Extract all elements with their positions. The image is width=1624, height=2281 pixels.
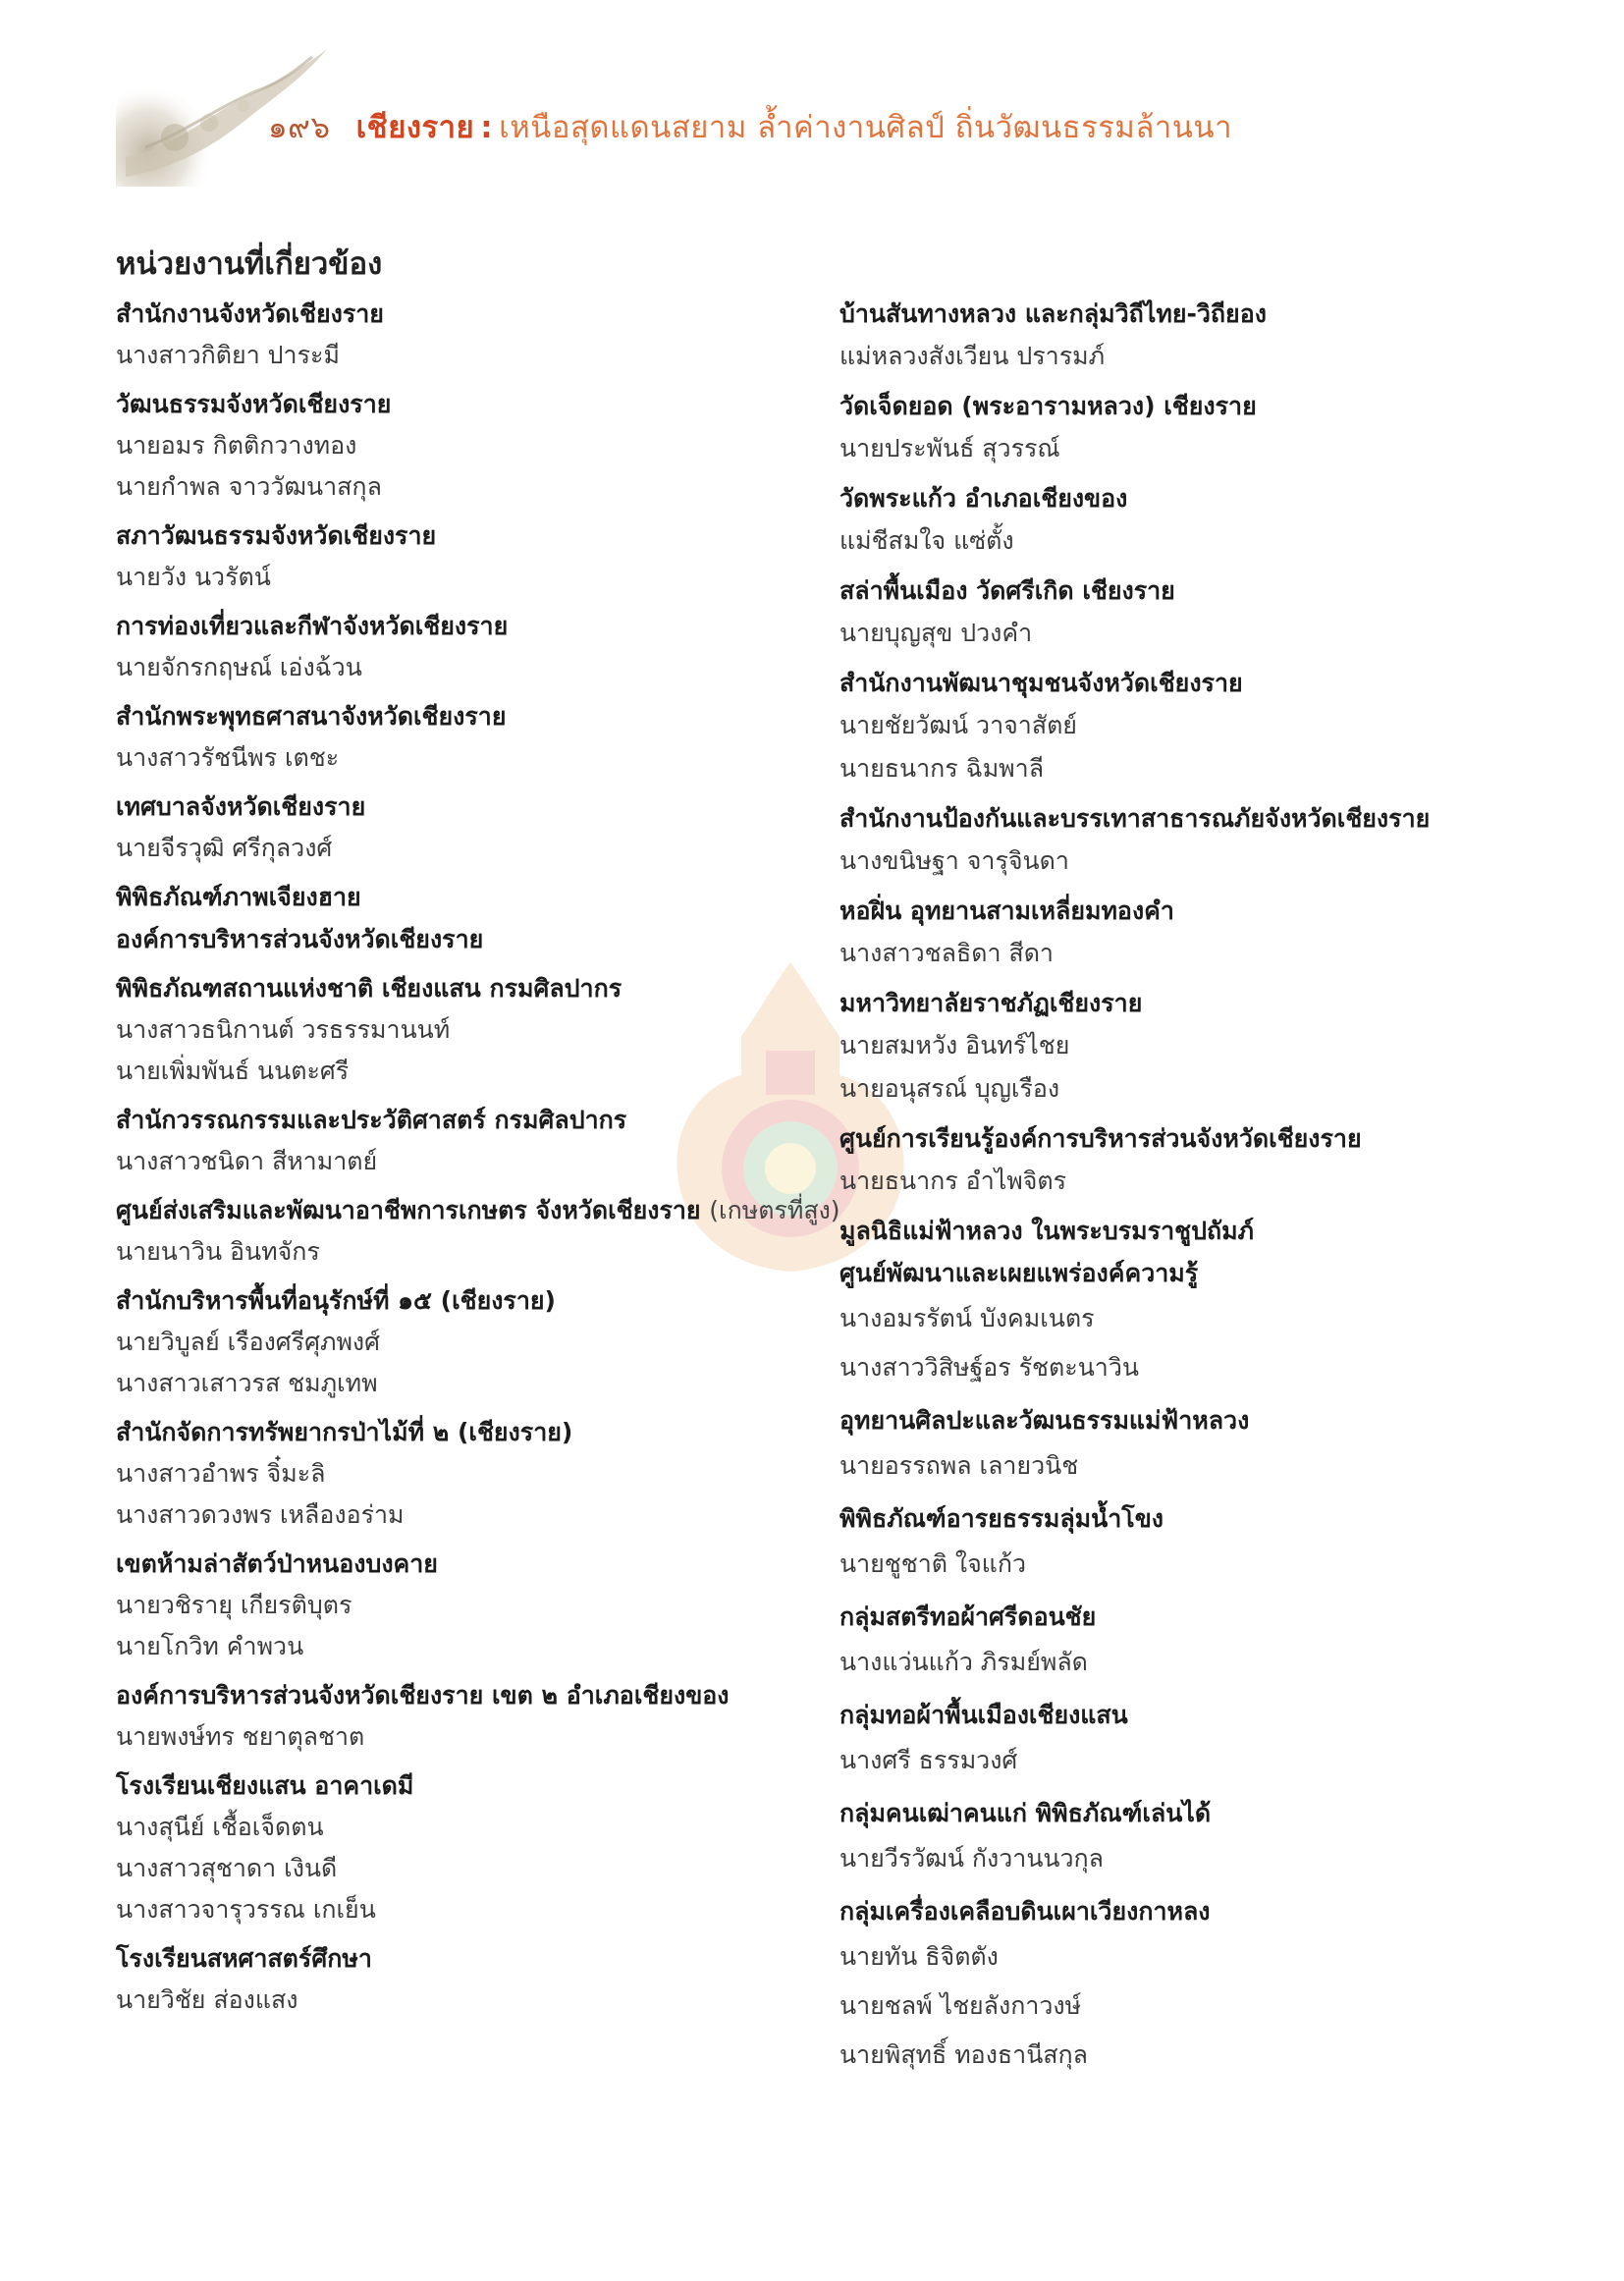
org-name: กลุ่มเครื่องเคลือบดินเผาเวียงกาหลง — [839, 1897, 1211, 1926]
header-separator: : — [480, 110, 494, 145]
org-name: โรงเรียนเชียงแสน อาคาเดมี — [116, 1771, 414, 1800]
person-name: นายนาวิน อินทจักร — [116, 1237, 320, 1266]
org-entry — [839, 1497, 1527, 1589]
org-name: ศูนย์การเรียนรู้องค์การบริหารส่วนจังหวัดเชียงราย — [839, 1124, 1362, 1153]
org-entry — [116, 1279, 823, 1404]
person-name: นางสาววิสิษฐ์อร รัชตะนาวิน — [839, 1353, 1139, 1382]
header-text — [268, 108, 1232, 147]
org-name: องค์การบริหารส่วนจังหวัดเชียงราย เขต ๒ อำเภอเชียงของ — [116, 1681, 730, 1710]
person-name: นายวิบูลย์ เรืองศรีศุภพงศ์ — [116, 1328, 380, 1356]
person-name: นางอมรรัตน์ บังคมเนตร — [839, 1304, 1095, 1332]
org-entry — [839, 890, 1527, 975]
org-entry — [116, 695, 823, 779]
person-name: นางสาวชลธิดา สีดา — [839, 939, 1054, 967]
person-name: นายกำพล จาววัฒนาสกุล — [116, 472, 382, 501]
org-entry — [116, 1099, 823, 1182]
org-name-with-tail — [116, 1189, 840, 1231]
org-name: กลุ่มทอผ้าพื้นเมืองเชียงแสน — [839, 1701, 1128, 1729]
org-name: วัฒนธรรมจังหวัดเชียงราย — [116, 390, 392, 418]
org-name: สำนักพระพุทธศาสนาจังหวัดเชียงราย — [116, 702, 507, 731]
org-name: บ้านสันทางหลวง และกลุ่มวิถีไทย-วิถียอง — [839, 299, 1267, 328]
person-name: นางสาวเสาวรส ชมภูเทพ — [116, 1369, 378, 1397]
org-entry — [839, 662, 1527, 790]
header-subtitle: เหนือสุดแดนสยาม ล้ำค่างานศิลป์ ถิ่นวัฒนธรรมล้านนา — [499, 110, 1233, 145]
org-name: สภาวัฒนธรรมจังหวัดเชียงราย — [116, 521, 437, 550]
person-name: นายชัยวัฒน์ วาจาสัตย์ — [839, 711, 1077, 739]
org-entry — [839, 1694, 1527, 1785]
right-column — [839, 293, 1527, 2087]
person-name: นางสาวอำพร จิ๋มะลิ — [116, 1459, 326, 1488]
person-name: นายบุญสุข ปวงคำ — [839, 619, 1033, 647]
person-name: นายธนากร ฉิมพาลี — [839, 754, 1045, 783]
org-name: พิพิธภัณฑ์ภาพเจียงฮาย — [116, 883, 361, 911]
person-name: นายโกวิท คำพวน — [116, 1632, 304, 1660]
org-entry — [116, 1674, 823, 1758]
person-name: นางสาวดวงพร เหลืองอร่าม — [116, 1500, 405, 1529]
org-name: สำนักวรรณกรรมและประวัติศาสตร์ กรมศิลปากร — [116, 1106, 627, 1134]
person-name: นางสาวกิติยา ปาระมี — [116, 341, 340, 369]
org-entry — [839, 1792, 1527, 1883]
org-entry — [116, 1411, 823, 1536]
org-entry — [839, 1890, 1527, 2080]
person-name: นางสาวสุชาดา เงินดี — [116, 1854, 338, 1882]
org-entry — [116, 1189, 840, 1273]
org-entry — [839, 570, 1527, 655]
person-name: นายวีรวัฒน์ กังวานนวกุล — [839, 1844, 1104, 1873]
org-entry — [116, 1765, 823, 1930]
person-name: นางสาวธนิกานต์ วรธรรมานนท์ — [116, 1015, 451, 1044]
org-entry — [839, 477, 1527, 563]
person-name: นางสาวจารุวรรณ เกเย็น — [116, 1895, 376, 1924]
org-entry — [839, 1596, 1527, 1687]
org-name: กลุ่มสตรีทอผ้าศรีดอนชัย — [839, 1602, 1097, 1631]
org-entry — [116, 1937, 823, 2021]
org-name-line2: องค์การบริหารส่วนจังหวัดเชียงราย — [116, 925, 484, 953]
org-name: สล่าพื้นเมือง วัดศรีเกิด เชียงราย — [839, 576, 1175, 605]
person-name: นายสมหวัง อินทร์ไชย — [839, 1031, 1070, 1059]
left-column — [116, 293, 840, 2028]
person-name: นางสาวรัชนีพร เตชะ — [116, 743, 340, 772]
org-entry — [116, 967, 823, 1092]
org-name: มูลนิธิแม่ฟ้าหลวง ในพระบรมราชูปถัมภ์ — [839, 1217, 1255, 1245]
org-entry — [116, 293, 823, 376]
page-number: ๑๙๖ — [268, 110, 331, 145]
person-name: นายวชิรายุ เกียรติบุตร — [116, 1591, 352, 1619]
person-name: นายอรรถพล เลายวนิช — [839, 1451, 1079, 1480]
org-name: สำนักบริหารพื้นที่อนุรักษ์ที่ ๑๕ (เชียงราย) — [116, 1286, 556, 1315]
person-name: นายอนุสรณ์ บุญเรือง — [839, 1074, 1060, 1103]
page-header — [116, 39, 1392, 187]
person-name: แม่หลวงสังเวียน ปรารมภ์ — [839, 342, 1106, 370]
person-name: นางศรี ธรรมวงศ์ — [839, 1746, 1018, 1774]
org-name: มหาวิทยาลัยราชภัฏเชียงราย — [839, 989, 1143, 1017]
org-name: พิพิธภัณฑ์อารยธรรมลุ่มน้ำโขง — [839, 1504, 1164, 1533]
org-name: เทศบาลจังหวัดเชียงราย — [116, 792, 366, 821]
person-name: นางสาวชนิดา สีหามาตย์ — [116, 1147, 378, 1175]
org-entry — [839, 293, 1527, 378]
org-entry — [839, 1210, 1527, 1392]
org-name: อุทยานศิลปะและวัฒนธรรมแม่ฟ้าหลวง — [839, 1406, 1250, 1435]
org-name: เขตห้ามล่าสัตว์ป่าหนองบงคาย — [116, 1549, 438, 1578]
org-name: วัดเจ็ดยอด (พระอารามหลวง) เชียงราย — [839, 392, 1257, 420]
org-entry — [839, 1399, 1527, 1491]
org-name: สำนักงานพัฒนาชุมชนจังหวัดเชียงราย — [839, 669, 1243, 697]
person-name: นายพิสุทธิ์ ทองธานีสกุล — [839, 2040, 1089, 2069]
org-name: ศูนย์ส่งเสริมและพัฒนาอาชีพการเกษตร จังหวัดเชียงราย — [116, 1196, 701, 1224]
person-name: นายจักรกฤษณ์ เอ่งฉ้วน — [116, 653, 362, 681]
org-name-line2: ศูนย์พัฒนาและเผยแพร่องค์ความรู้ — [839, 1259, 1199, 1287]
section-title: หน่วยงานที่เกี่ยวข้อง — [116, 246, 383, 282]
person-name: นายจีรวุฒิ ศรีกุลวงศ์ — [116, 834, 333, 862]
org-name: การท่องเที่ยวและกีฬาจังหวัดเชียงราย — [116, 612, 509, 640]
person-name: นางสุนีย์ เชื้อเจ็ดตน — [116, 1813, 324, 1841]
person-name: นายวิชัย ส่องแสง — [116, 1985, 298, 2014]
org-name: กลุ่มคนเฒ่าคนแก่ พิพิธภัณฑ์เล่นได้ — [839, 1799, 1212, 1827]
org-entry — [116, 605, 823, 688]
org-name: สำนักจัดการทรัพยากรป่าไม้ที่ ๒ (เชียงราย) — [116, 1418, 573, 1446]
person-name: นายชลพ์ ไชยลังกาวงษ์ — [839, 1991, 1082, 2020]
org-name: สำนักงานจังหวัดเชียงราย — [116, 299, 384, 328]
person-name: นายพงษ์ทร ชยาตุลชาต — [116, 1722, 365, 1751]
org-entry — [839, 385, 1527, 470]
person-name: นางแว่นแก้ว ภิรมย์พลัด — [839, 1648, 1088, 1676]
person-name: แม่ชีสมใจ แซ่ตั้ง — [839, 526, 1014, 555]
org-name: สำนักงานป้องกันและบรรเทาสาธารณภัยจังหวัดเชียงราย — [839, 804, 1431, 833]
person-name: นายเพิ่มพันธ์ นนตะศรี — [116, 1057, 350, 1085]
org-entry — [116, 876, 823, 960]
org-entry — [839, 982, 1527, 1111]
person-name: นายทัน ธิจิตตัง — [839, 1942, 999, 1971]
org-name: พิพิธภัณฑสถานแห่งชาติ เชียงแสน กรมศิลปากร — [116, 974, 623, 1003]
person-name: นายอมร กิตติกวางทอง — [116, 431, 357, 460]
org-name: หอฝิ่น อุทยานสามเหลี่ยมทองคำ — [839, 896, 1174, 925]
org-entry — [839, 797, 1527, 883]
header-province: เชียงราย — [355, 110, 475, 145]
org-name-tail: (เกษตรที่สูง) — [709, 1196, 840, 1224]
person-name: นายธนากร อำไพจิตร — [839, 1167, 1067, 1195]
person-name: นายชูชาติ ใจแก้ว — [839, 1549, 1027, 1578]
org-entry — [116, 515, 823, 598]
org-entry — [116, 1543, 823, 1667]
org-entry — [839, 1117, 1527, 1203]
org-name: วัดพระแก้ว อำเภอเชียงของ — [839, 484, 1128, 513]
org-name: โรงเรียนสหศาสตร์ศึกษา — [116, 1944, 372, 1973]
person-name: นายประพันธ์ สุวรรณ์ — [839, 434, 1060, 462]
person-name: นายวัง นวรัตน์ — [116, 563, 271, 591]
person-name: นางขนิษฐา จารุจินดา — [839, 846, 1069, 875]
org-entry — [116, 786, 823, 869]
org-entry — [116, 383, 823, 508]
